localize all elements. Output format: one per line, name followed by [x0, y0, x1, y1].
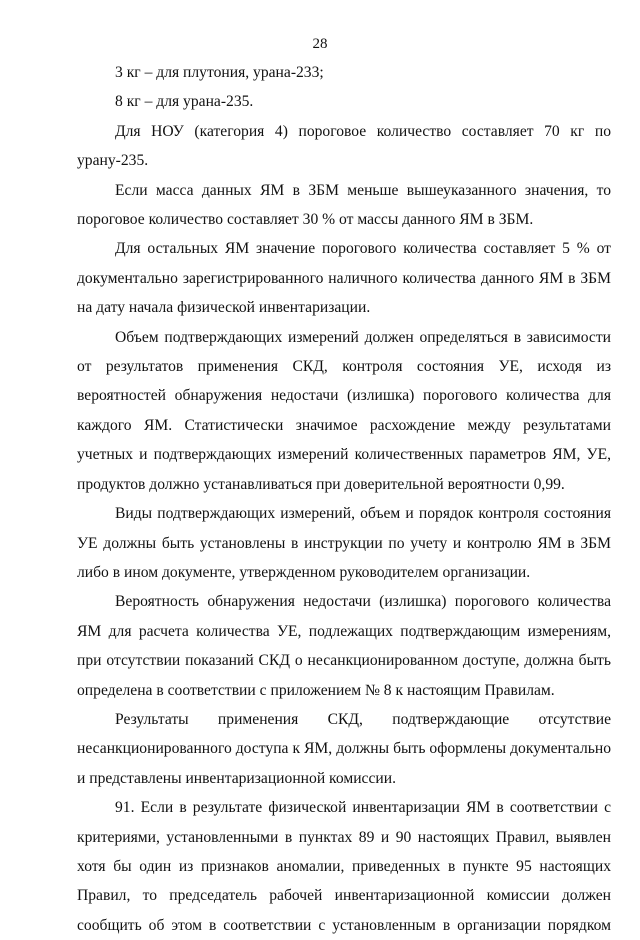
paragraph-threshold-plutonium: 3 кг – для плутония, урана-233;	[115, 64, 324, 81]
paragraph-detection-probability: Вероятность обнаружения недостачи (излишка) порогового количества ЯМ для расчета количества УЕ, подлежащих подтверждающим измерениям, при отсутствии показаний СКД о несанкционированном доступе, должна быть определена в соответствии с приложением № 8 к настоящим Правилам.	[77, 593, 611, 699]
paragraph-mass-below-threshold: Если масса данных ЯМ в ЗБМ меньше вышеуказанного значения, то пороговое количество составляет 30 % от массы данного ЯМ в ЗБМ.	[77, 181, 611, 229]
paragraph-leu-category-4: Для НОУ (категория 4) пороговое количество составляет 70 кг по урану-235.	[77, 122, 611, 170]
paragraph-confirmatory-measurements-volume: Объем подтверждающих измерений должен определяться в зависимости от результатов применения СКД, контроля состояния УЕ, исходя из вероятностей обнаружения недостачи (излишка) порогового количества для каждого ЯМ. Статистически значимое расхождение между результатами учетных и подтверждающих измерений количественных параметров ЯМ, УЕ, продуктов должно устанавливаться при доверительной вероятности 0,99.	[77, 328, 611, 493]
page-number: 28	[312, 36, 328, 52]
paragraph-other-nuclear-materials: Для остальных ЯМ значение порогового количества составляет 5 % от документально зарегистрированного наличного количества данного ЯМ в ЗБМ на дату начала физической инвентаризации.	[77, 240, 611, 317]
paragraph-threshold-uranium-235: 8 кг – для урана-235.	[115, 93, 254, 111]
paragraph-clause-91: 91. Если в результате физической инвентаризации ЯМ в соответствии с критериями, установленными в пунктах 89 и 90 настоящих Правил, выявлен хотя бы один из признаков аномалии, приведенных в пункте 95 настоящих Правил, то председатель рабочей инвентаризационной комиссии должен сообщить об этом в соответствии с установленным в организации порядком	[77, 799, 611, 934]
paragraph-measurement-types: Виды подтверждающих измерений, объем и порядок контроля состояния УЕ должны быть установлены в инструкции по учету и контролю ЯМ в ЗБМ либо в ином документе, утвержденном руководителем организации.	[77, 505, 611, 581]
paragraph-access-control-results: Результаты применения СКД, подтверждающие отсутствие несанкционированного доступа к ЯМ, должны быть оформлены документально и представлены инвентаризационной комиссии.	[77, 710, 611, 787]
document-body	[77, 58, 611, 940]
